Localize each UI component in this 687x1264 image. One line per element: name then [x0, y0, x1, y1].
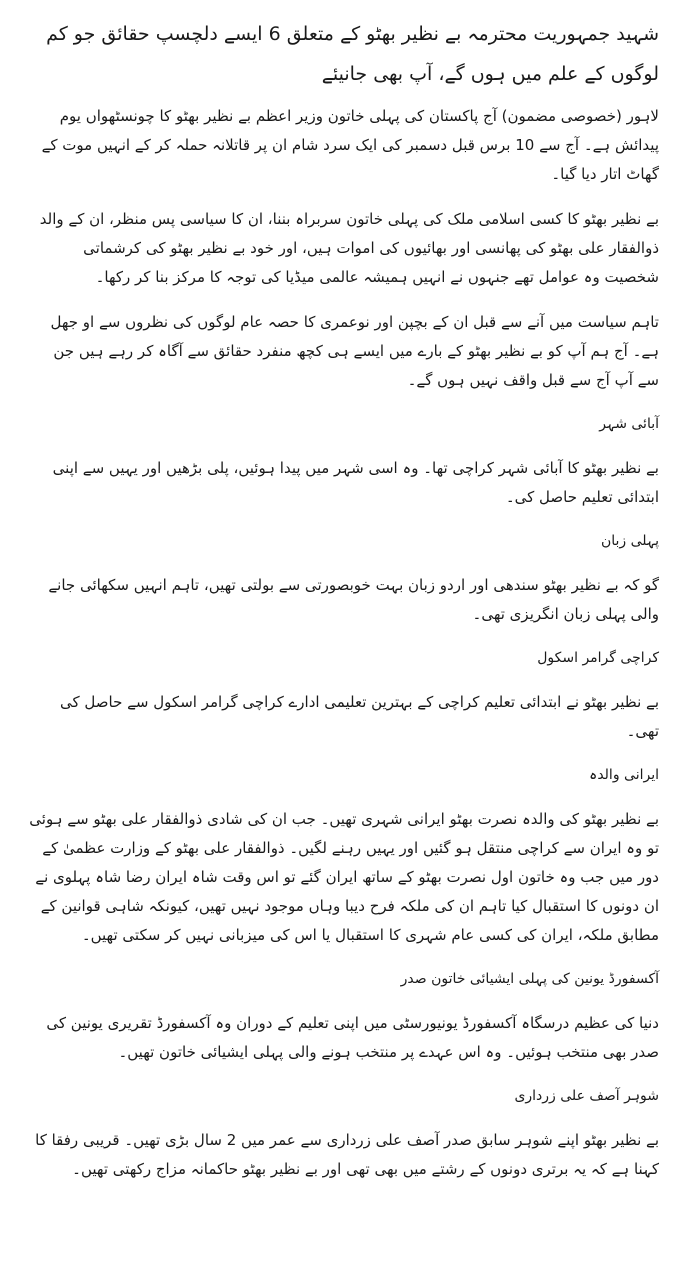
section-heading-grammar-school: کراچی گرامر اسکول — [537, 650, 659, 666]
intro-paragraph: تاہم سیاست میں آنے سے قبل ان کے بچپن اور نوعمری کا حصہ عام لوگوں کی نظروں سے او جھل ہے۔ آج ہم آپ کو بے نظیر بھٹو کے بارے میں ایسے ہی کچھ منفرد حقائق سے آگاہ کر رہے ہیں جن سے آپ آج سے قبل واقف نہیں ہوں گے۔ — [50, 313, 659, 389]
section-text-hometown: بے نظیر بھٹو کا آبائی شہر کراچی تھا۔ وہ اسی شہر میں پیدا ہوئیں، پلی بڑھیں اور یہیں سے اپنی ابتدائی تعلیم حاصل کی۔ — [52, 459, 659, 506]
section-text-husband: بے نظیر بھٹو اپنے شوہر سابق صدر آصف علی زرداری سے عمر میں 2 سال بڑی تھیں۔ قریبی رفقا کا کہنا ہے کہ یہ برتری دونوں کے رشتے میں بھی تھی اور بے نظیر بھٹو حاکمانہ مزاج رکھتی تھیں۔ — [35, 1131, 659, 1178]
section-heading-hometown: آبائی شہر — [599, 416, 659, 432]
section-heading-iranian-mother: ایرانی والدہ — [589, 767, 659, 783]
section-text-first-language: گو کہ بے نظیر بھٹو سندھی اور اردو زبان بہت خوبصورتی سے بولتی تھیں، تاہم انہیں سکھائی جانے والی پہلی زبان انگریزی تھی۔ — [48, 576, 659, 623]
section-heading-oxford-union: آکسفورڈ یونین کی پہلی ایشیائی خاتون صدر — [400, 971, 659, 987]
intro-paragraph: بے نظیر بھٹو کا کسی اسلامی ملک کی پہلی خاتون سربراہ بننا، ان کا سیاسی پس منظر، ان کے والد ذوالفقار علی بھٹو کی پھانسی اور بھائیوں کی اموات ہیں، اور خود بے نظیر بھٹو کی کرشماتی شخصیت وہ عوامل تھے جنہوں نے انہیں ہمیشہ عالمی میڈیا کی توجہ کا مرکز بنا کر رکھا۔ — [39, 210, 659, 286]
section-heading-husband: شوہر آصف علی زرداری — [514, 1088, 659, 1104]
section-heading-first-language: پہلی زبان — [600, 533, 659, 549]
article-title: شہید جمہوریت محترمہ بے نظیر بھٹو کے متعلق 6 ایسے دلچسپ حقائق جو کم لوگوں کے علم میں ہوں گے، آپ بھی جانیئے — [46, 23, 659, 85]
section-text-oxford-union: دنیا کی عظیم درسگاہ آکسفورڈ یونیورسٹی میں اپنی تعلیم کے دوران وہ آکسفورڈ تقریری یونین کی صدر بھی منتخب ہوئیں۔ وہ اس عہدے پر منتخب ہونے والی پہلی ایشیائی خاتون تھیں۔ — [46, 1014, 659, 1061]
intro-paragraph: لاہور (خصوصی مضمون) آج پاکستان کی پہلی خاتون وزیر اعظم بے نظیر بھٹو کا چونسٹھواں یوم پیدائش ہے۔ آج سے 10 برس قبل دسمبر کی ایک سرد شام ان پر قاتلانہ حملہ کر کے انہیں موت کے گھاٹ اتار دیا گیا۔ — [41, 107, 659, 183]
section-text-grammar-school: بے نظیر بھٹو نے ابتدائی تعلیم کراچی کے بہترین تعلیمی ادارے کراچی گرامر اسکول سے حاصل کی تھی۔ — [60, 693, 659, 740]
section-text-iranian-mother: بے نظیر بھٹو کی والدہ نصرت بھٹو ایرانی شہری تھیں۔ جب ان کی شادی ذوالفقار علی بھٹو سے ہوئی تو وہ ایران سے کراچی منتقل ہو گئیں اور یہیں رہنے لگیں۔ ذوالفقار علی بھٹو کے وزارت عظمیٰ کے دور میں جب وہ خاتون اول نصرت بھٹو کے ساتھ ایران گئے تو اس وقت شاہ ایران رضا شاہ پہلوی نے ان دونوں کا استقبال کیا تاہم ان کی ملکہ فرح دیبا وہاں موجود نہیں تھیں، کیونکہ شاہی قوانین کے مطابق ملکہ، ایران کی کسی عام شہری کا استقبال یا اس کی میزبانی نہیں کر سکتی تھیں۔ — [29, 810, 659, 944]
